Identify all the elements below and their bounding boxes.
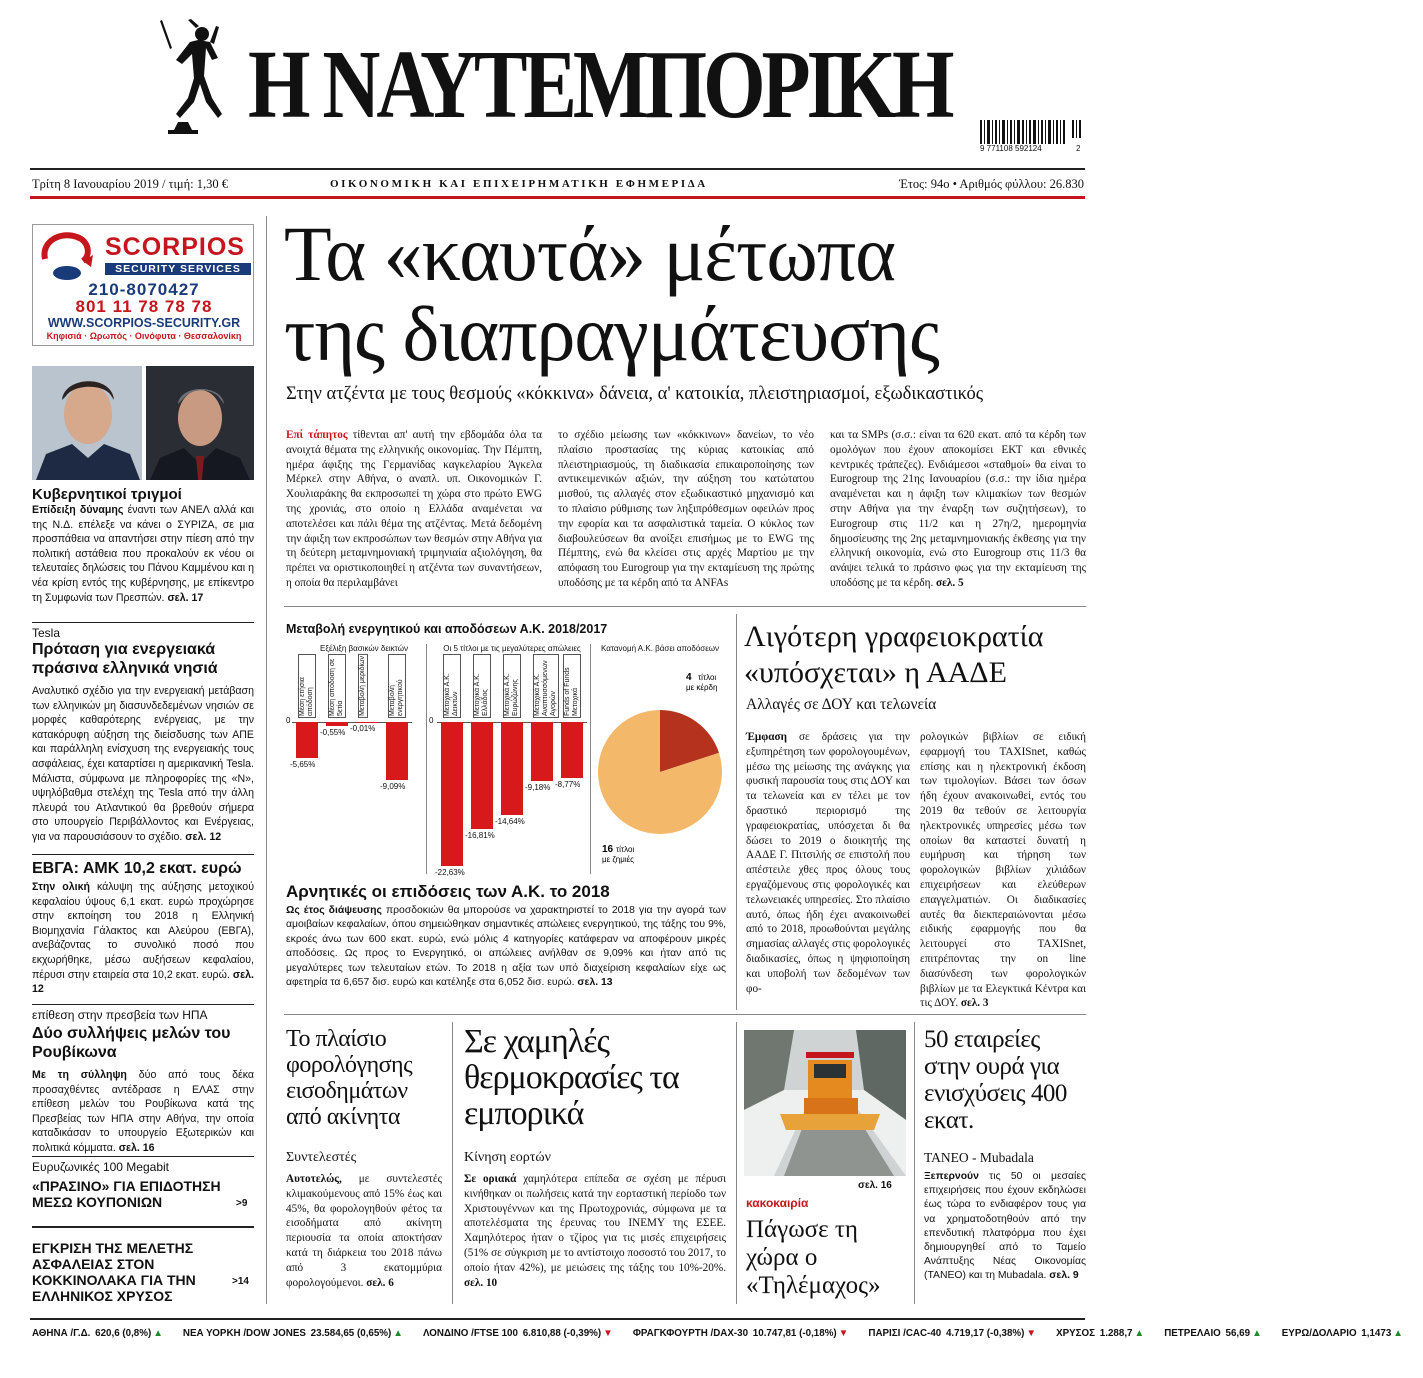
newspaper-title: Η ΝΑΥΤΕΜΠΟΡΙΚΗ bbox=[248, 31, 951, 139]
bar-value-label: -9,09% bbox=[380, 781, 406, 791]
tagline: ΟΙΚΟΝΟΜΙΚΗ ΚΑΙ ΕΠΙΧΕΙΡΗΜΑΤΙΚΗ ΕΦΗΜΕΡΙΔΑ bbox=[330, 178, 708, 190]
bottom-sep-1 bbox=[452, 1022, 453, 1304]
left-divider-3 bbox=[32, 1004, 254, 1005]
ticker-label: ΛΟΝΔΙΝΟ /FTSE 100 bbox=[422, 1328, 521, 1339]
ticker-item bbox=[32, 1328, 173, 1339]
bottom-d-ref[interactable]: σελ. 9 bbox=[1049, 1270, 1079, 1282]
s1-lead: Επίδειξη δύναμης bbox=[32, 504, 124, 516]
hermes-logo bbox=[158, 18, 238, 142]
s2-title: Πρόταση για ενεργειακά πράσινα ελληνικά νησιά bbox=[32, 641, 218, 677]
chart-bar bbox=[561, 722, 583, 778]
politicians-photo bbox=[32, 366, 254, 480]
aade-subtitle: Αλλαγές σε ΔΟΥ και τελωνεία bbox=[746, 696, 937, 713]
market-ticker bbox=[32, 1328, 1403, 1339]
bottom-a-body: με συντελεστές κλιμακούμενους από 15% έως και 45%, θα φορολογηθούν φέτος τα εισοδήματα από ακίνητη περιουσία τα οποία αποκτήσαν κατά τη διάρκεια του 2018 πάνω από 3 εκατομμύρια φορολογούμενοι. bbox=[286, 1173, 442, 1289]
ticker-item bbox=[183, 1328, 413, 1339]
masthead-top-rule bbox=[30, 168, 1085, 170]
ticker-label: ΧΡΥΣΟΣ bbox=[1056, 1328, 1098, 1339]
bar-value-label: -22,63% bbox=[435, 868, 465, 878]
ticker-label: ΦΡΑΓΚΦΟΥΡΤΗ /DAX-30 bbox=[632, 1328, 751, 1339]
aade-title-1: Λιγότερη γραφειοκρατία bbox=[744, 620, 1044, 653]
bottom-b-lead: Σε οριακά bbox=[464, 1173, 517, 1185]
up-arrow-icon: ▲ bbox=[1134, 1328, 1145, 1339]
chart-bar bbox=[356, 722, 378, 723]
panel3-subtitle: Κατανομή Α.Κ. βάσει αποδόσεων bbox=[600, 644, 720, 653]
ticker-label: ΠΕΤΡΕΛΑΙΟ bbox=[1164, 1328, 1224, 1339]
pie-loss-number: 16 bbox=[602, 844, 614, 855]
chart-bar bbox=[386, 722, 408, 780]
chart-bar bbox=[471, 722, 493, 829]
aade-col1 bbox=[746, 730, 910, 996]
s2-text bbox=[32, 684, 254, 845]
zero-label: 0 bbox=[286, 716, 291, 725]
chart-aade-separator bbox=[736, 614, 737, 1010]
panel2-subtitle: Οι 5 τίτλοι με τις μεγαλύτερες απώλειες bbox=[443, 644, 581, 653]
aade-col2-body: ρολογικών βιβλίων σε ειδική εφαρμογή του TAXISnet, καθώς επίσης και η ηλεκτρονική έκδοση των τιμολογίων. Βάσει των όσων ήδη έχουν ανακοινωθεί, εντός του 2019 θα τεθούν σε λειτουργία ηλεκτρονικές υπηρεσίες μέσω των οποίων θα καταστεί δυνατή η ευμήρυση και τήρηση των φορολογικών βιβλίων χιλιάδων επιχειρήσεων και ελεύθερων επαγγελματιών. Οι διαδικασίες αυτές θα διεκπεραιώνονται μέσω ειδικής εφαρμογής που θα λειτουργεί στο TAXISnet, επιτρέποντας την on line διασύνδεση των φορολογικών βιβλίων με τα Ελεγκτικά Κέντρα και τις ΔΟΥ. bbox=[920, 731, 1086, 1010]
left-col-separator bbox=[266, 216, 267, 1304]
s6-ref[interactable]: >14 bbox=[232, 1276, 249, 1287]
masthead-red-rule bbox=[30, 196, 1085, 199]
barcode bbox=[980, 120, 1084, 154]
bottom-b-sub: Κίνηση εορτών bbox=[464, 1150, 551, 1165]
ad-phone1: 210-8070427 bbox=[88, 280, 200, 299]
bar-category-label: Μετοχικά Α.Κ. Δεικτών bbox=[443, 654, 461, 718]
bottom-a-title: Το πλαίσιο φορολόγησης εισοδημάτων από ακίνητα bbox=[286, 1026, 413, 1130]
photo-ref[interactable]: σελ. 16 bbox=[858, 1180, 892, 1191]
chart-bar bbox=[326, 722, 348, 726]
bottom-c-kicker: κακοκαιρία bbox=[746, 1196, 809, 1210]
ticker-item bbox=[1282, 1328, 1413, 1339]
bar-value-label: -14,64% bbox=[495, 817, 525, 827]
s3-body: κάλυψη της αύξησης μετοχικού κεφαλαίου ύψους 6,1 εκατ. ευρώ προχώρησε στην εκποίηση του 2018 η Ελληνική Βιομηχανία Γάλακτος και Αλεύρου (ΕΒΓΑ), ανεβάζοντας το συνολικό ποσό που εκχωρήθηκε, μέσω αυξήσεων κεφαλαίου, πέρυσι στην εταιρεία στα 10,2 εκατ. ευρώ. bbox=[32, 881, 254, 981]
aade-title-2: «υπόσχεται» η ΑΑΔΕ bbox=[744, 656, 1007, 689]
down-arrow-icon: ▼ bbox=[838, 1328, 849, 1339]
ad-areas: Κηφισιά · Ωρωπός · Οινόφυτα · Θεσσαλονίκη bbox=[46, 331, 242, 341]
down-arrow-icon: ▼ bbox=[1026, 1328, 1037, 1339]
bar-category-label: Funds of Funds Μετοχικά bbox=[563, 654, 581, 718]
barcode-number: 9 771108 592124 bbox=[980, 144, 1042, 153]
lead-col3-ref[interactable]: σελ. 5 bbox=[936, 576, 964, 589]
left-divider-1 bbox=[32, 622, 254, 623]
bottom-a-sub: Συντελεστές bbox=[286, 1150, 357, 1165]
bottom-d-body: τις 50 οι μεσαίες επιχειρήσεις που έχουν εκδηλώσει έως τώρα το ενδιαφέρον τους για να χρηματοδοτηθούν από την επενδυτική πλατφόρμα που έχει δημιουργηθεί από το Ταμείο Ανάπτυξης Νέας Οικονομίας (ΤΑΝΕΟ) και τη Mubadala. bbox=[924, 1171, 1086, 1282]
aade-col1-body: σε δράσεις για την εξυπηρέτηση των φορολογουμένων, μέσω της μείωσης της ανάγκης για φυσική παρουσία τους στις ΔΟΥ και τα τελωνεία και εν τέλει με τον δραστικό περιορισμό της γραφειοκρατίας, υπόσχεται δι θα δώσει το 2019 ο διοικητής της ΑΑΔΕ Γ. Πιτσιλής σε επιστολή που απέστειλε χθες προς όλους τους εργαζόμενους στις φορολογικές και τελωνειακές υπηρεσίες. Στο πλαίσιο αυτό, όπως ήδη έχει ανακοινωθεί από το 2018, προωθούνται μεγάλης σημασίας αλλαγές στις φορολογικές διαδικασίες, όπως η ψηφιοποίηση και υποβολή των δεδομένων των φο- bbox=[746, 731, 910, 995]
snowplow-image bbox=[744, 1030, 906, 1176]
aade-ref[interactable]: σελ. 3 bbox=[960, 997, 989, 1010]
bottom-b-body: χαμηλότερα επίπεδα σε σχέση με πέρυσι κινήθηκαν οι πωλήσεις κατά την εορταστική περίοδο των Χριστουγέννων και της Πρωτοχρονιάς, σύμφωνα με τα αποτελέσματα της έρευνας του ΙΝΕΜΥ της ΕΣΕΕ. Χαμηλότερος ήταν ο τζίρος για τις μισές επιχειρήσεις (51% σε σύγκριση με το αντίστοιχο ποσοστό του 2017, το οποίο ήταν 42%), με μειώσεις της τάξης του 10%-20%. bbox=[464, 1173, 726, 1274]
ticker-label: ΑΘΗΝΑ /Γ.Δ. bbox=[32, 1328, 94, 1339]
chart-story-text bbox=[286, 904, 726, 990]
up-arrow-icon: ▲ bbox=[1393, 1328, 1403, 1339]
bar-value-label: -0,55% bbox=[320, 727, 346, 737]
bar-category-label: Μεταβολή μεριδίων bbox=[359, 656, 366, 716]
s6-title: ΕΓΚΡΙΣΗ ΤΗΣ ΜΕΛΕΤΗΣ ΑΣΦΑΛΕΙΑΣ ΣΤΟΝ ΚΟΚΚΙΝΟΛΑΚΑ ΓΙΑ ΤΗΝ ΕΛΛΗΝΙΚΟΣ ΧΡΥΣΟΣ bbox=[32, 1240, 196, 1304]
date-price: Τρίτη 8 Ιανουαρίου 2019 / τιμή: 1,30 € bbox=[32, 177, 229, 191]
lead-col2 bbox=[558, 428, 814, 591]
ticker-value: 620,6 (0,8%) bbox=[95, 1328, 152, 1339]
ad-brand: SCORPIOS bbox=[105, 233, 245, 261]
middle-bottom-rule bbox=[284, 1014, 1086, 1015]
bar-category-label: Μετοχικά Α.Κ. Ευρώζώνης bbox=[503, 654, 521, 718]
bottom-b-title: Σε χαμηλές θερμοκρασίες τα εμπορικά bbox=[464, 1023, 679, 1132]
s3-ref[interactable]: σελ. 12 bbox=[32, 968, 254, 996]
bottom-sep-2 bbox=[736, 1022, 737, 1304]
up-arrow-icon: ▲ bbox=[393, 1328, 403, 1339]
bar-value-label: -9,18% bbox=[525, 782, 551, 792]
lead-col1-lead: Επί τάπητος bbox=[286, 429, 348, 441]
bar-value-label: -16,81% bbox=[465, 831, 495, 841]
ticker-item bbox=[633, 1328, 859, 1339]
left-divider-5 bbox=[32, 1226, 254, 1228]
ticker-top-rule bbox=[30, 1318, 1085, 1320]
ticker-item bbox=[423, 1328, 623, 1339]
zero-label: 0 bbox=[429, 716, 434, 725]
s2-ref[interactable]: σελ. 12 bbox=[185, 830, 222, 843]
s4-text bbox=[32, 1068, 254, 1156]
chart-title: Μεταβολή ενεργητικού και αποδόσεων Α.Κ. 2018/2017 bbox=[286, 622, 608, 636]
ticker-value: 6.810,88 (-0,39%) bbox=[522, 1328, 602, 1339]
lead-col3-body: και τα SMPs (σ.σ.: είναι τα 620 εκατ. από τα κέρδη των ομολόγων που έχουν αποκομίσει ΕΚΤ και εθνικές κεντρικές τράπεζες). Ενδιάμεσοι «σταθμοί» θα είναι το Eurogroup της 21ης Ιανουαρίου (σ.σ.: την ίδια ημέρα αναμένεται και η άφιξη των κλιμακίων των θεσμών στην Αθήνα για την έναρξη των συζητήσεων), το Eurogroup στις 11/2 και η 27η/2, ημερομηνία δημοσίευσης της 2ης μεταμνημονιακής έκθεσης για την ελληνική οικονομία, ενώ στο Eurogroup στις 11/3 θα ανάψει τελικά το πράσινο φως για την εκταμίευση της υποδόσης με τα κέρδη. bbox=[830, 429, 1086, 589]
chart-block bbox=[284, 614, 728, 882]
chart-story-lead: Ως έτος διάψευσης bbox=[286, 905, 382, 916]
ticker-item bbox=[868, 1328, 1046, 1339]
bottom-b-ref[interactable]: σελ. 10 bbox=[464, 1276, 498, 1289]
aade-col2 bbox=[920, 730, 1086, 1011]
s1-text bbox=[32, 503, 254, 605]
s2-body: Αναλυτικό σχέδιο για την ενεργειακή μετάβαση των ελληνικών μη διασυνδεδεμένων νησιών σε μορφές καθαρότερης ενέργειας, με την κατακόρυφη αύξηση της διείσδυσης των ΑΠΕ και παράλληλη ενίσχυση της ενεργειακής τους ασφάλειας, έχει καταρτίσει η αμερικανική Tesla. Μάλιστα, σύμφωνα με πληροφορίες της «Ν», υψηλόβαθμα στελέχη της Tesla από την άλλη πλευρά του Ατλαντικού θα βρεθούν σήμερα στο υπουργείο Περιβάλλοντος και Ενέργειας, για να παρουσιάσουν το σχέδιο. bbox=[32, 685, 254, 843]
s4-title: Δύο συλλήψεις μελών του Ρουβίκωνα bbox=[32, 1025, 231, 1061]
bottom-a-ref[interactable]: σελ. 6 bbox=[366, 1276, 394, 1289]
ticker-value: 56,69 bbox=[1225, 1328, 1251, 1339]
chart-bar bbox=[531, 722, 553, 781]
s4-kicker: επίθεση στην πρεσβεία των ΗΠΑ bbox=[32, 1008, 208, 1022]
bottom-d-text bbox=[924, 1170, 1086, 1284]
ticker-value: 4.719,17 (-0,38%) bbox=[945, 1328, 1025, 1339]
bottom-a-lead: Αυτοτελώς, bbox=[286, 1173, 342, 1185]
lead-col2-body: το σχέδιο μείωσης των «κόκκινων» δανείων, το νέο πλαίσιο προστασίας της κύριας κατοικίας από πλειστηριασμούς, τη διαδικασία επικαιροποίησης των αντικειμενικών αξιών, την αύξηση του κατώτατου μισθού, τις αλλαγές στον εξωδικαστικό μηχανισμό και το πλαίσιο ρύθμισης των ληξιπρόθεσμων οφειλών προς την εφορία και τα ασφαλιστικά ταμεία. Ο κύκλος των διαβουλεύσεων θα ανοίξει επισήμως με το EWG της Πέμπτης, ενώ θα κλείσει στις αρχές Μαρτίου με την απόφαση του Eurogroup για την εκταμίευση της πρώτης υποδόσης με τα κέρδη από τα ANFAs bbox=[558, 429, 814, 589]
lead-col3 bbox=[830, 428, 1086, 591]
masthead bbox=[0, 0, 1141, 205]
lead-col1-body: τίθενται απ' αυτή την εβδομάδα όλα τα ανοιχτά θέματα της ελληνικής οικονομίας. Την Πέμπτη, ημέρα άφιξης της Γερμανίδας καγκελαρίου Άγκελα Μέρκελ στην Αθήνα, ο αναπλ. υπ. Οικονομικών Γ. Χουλιαράκης θα εκπροσωπεί τη χώρα στο πρώτο EWG της χρονιάς, στο οποίο η Ελλάδα αναμένεται να αποτελέσει και πάλι θέμα της ατζέντας. Μετά δεδομένη την άφιξη των εκπροσώπων των θεσμών στην Αθήνα για τη δεύτερη μεταμνημονιακή τριμηνιαία αξιολόγηση, θα πρέπει να οριστικοποιηθεί η ατζέντα των συναντήσεων, η οποία θα περιλαμβάνει bbox=[286, 429, 542, 589]
barcode-icon bbox=[980, 120, 1084, 144]
s1-body: έναντι των ΑΝΕΛ αλλά και της Ν.Δ. επέλεξε να κάνει ο ΣΥΡΙΖΑ, σε μια προσπάθεια να απαντήσει στην πίεση από την πολιτική αστάθεια που προκαλούν εκ νέου οι τελευταίες δηλώσεις του Πάνου Καμμένου και η νέα κρίση εντός της κυβέρνησης, με επίκεντρο τη Συμφωνία των Πρεσπών. bbox=[32, 504, 254, 604]
s4-ref[interactable]: σελ. 16 bbox=[118, 1141, 155, 1154]
bottom-a-text bbox=[286, 1172, 442, 1290]
bar-value-label: -8,77% bbox=[555, 779, 581, 789]
bottom-d-sub: ΤΑΝΕΟ - Mubadala bbox=[924, 1150, 1034, 1165]
bottom-c-title: Πάγωσε τη χώρα ο «Τηλέμαχος» bbox=[746, 1216, 881, 1299]
s4-body: δύο από τους δέκα προσαχθέντες αντέδρασε η ΕΛΑΣ στην επίθεση μελών του Ρουβίκωνα κατά της Πρεσβείας των ΗΠΑ στην Αθήνα, την οποία καταδικάσαν το υπουργείο Εξωτερικών και πολιτικά κόμματα. bbox=[32, 1069, 255, 1154]
bottom-sep-3 bbox=[914, 1022, 915, 1304]
lead-headline-1: Τα «καυτά» μέτωπα bbox=[284, 210, 895, 297]
chart-story-title: Αρνητικές οι επιδόσεις των Α.Κ. το 2018 bbox=[286, 882, 610, 901]
bottom-b-text bbox=[464, 1172, 726, 1290]
ticker-value: 23.584,65 (0,65%) bbox=[310, 1328, 392, 1339]
bar-category-label: Μέση ετήσια απόδοση bbox=[298, 654, 316, 718]
chart-bar bbox=[441, 722, 463, 866]
aade-lead: Έμφαση bbox=[746, 731, 787, 743]
s1-ref[interactable]: σελ. 17 bbox=[167, 591, 204, 604]
panel1-bars bbox=[284, 614, 426, 882]
pie-gain-number: 4 bbox=[686, 672, 692, 683]
pie-chart bbox=[594, 674, 728, 864]
left-divider-2 bbox=[32, 854, 254, 855]
up-arrow-icon: ▲ bbox=[153, 1328, 163, 1339]
panel1-subtitle: Εξέλιξη βασικών δεικτών bbox=[320, 644, 408, 653]
panel-divider-2 bbox=[590, 644, 591, 874]
s2-kicker: Tesla bbox=[32, 626, 61, 640]
bar-category-label: Μετοχικά Α.Κ. Αναπτυσσόμενων Αγορών bbox=[533, 654, 559, 718]
pie-loss-label: τίτλοι bbox=[616, 845, 635, 854]
pie-gain-label: τίτλοι bbox=[698, 673, 717, 682]
lead-bottom-rule bbox=[284, 606, 1086, 607]
chart-bar bbox=[296, 722, 318, 758]
ad-sub: SECURITY SERVICES bbox=[105, 263, 251, 275]
up-arrow-icon: ▲ bbox=[1252, 1328, 1262, 1339]
pie-gain-label: με κέρδη bbox=[686, 683, 718, 692]
lead-headline-2: της διαπραγμάτευσης bbox=[284, 290, 939, 377]
s5-title: «ΠΡΑΣΙΝΟ» ΓΙΑ ΕΠΙΔΟΤΗΣΗ ΜΕΣΩ ΚΟΥΠΟΝΙΩΝ bbox=[32, 1178, 221, 1210]
scorpion-icon bbox=[37, 229, 107, 285]
bar-category-label: Μετοχικά Α.Κ. Ελλάδος bbox=[473, 654, 491, 718]
panel2-bars bbox=[427, 614, 589, 882]
lead-col1 bbox=[286, 428, 542, 591]
s3-title: ΕΒΓΑ: ΑΜΚ 10,2 εκατ. ευρώ bbox=[32, 860, 242, 877]
ticker-label: ΕΥΡΩ/ΔΟΛΑΡΙΟ bbox=[1281, 1328, 1360, 1339]
bar-value-label: -5,65% bbox=[290, 760, 316, 770]
chart-story-ref[interactable]: σελ. 13 bbox=[577, 977, 613, 989]
s1-title: Κυβερνητικοί τριγμοί bbox=[32, 486, 182, 503]
s4-lead: Με τη σύλληψη bbox=[32, 1069, 127, 1081]
s5-ref[interactable]: >9 bbox=[236, 1198, 248, 1209]
bottom-d-title: 50 εταιρείες στην ουρά για ενισχύσεις 400 εκατ. bbox=[924, 1026, 1067, 1134]
ticker-item bbox=[1056, 1328, 1154, 1339]
bar-category-label: Μεταβολή ενεργητικού bbox=[388, 654, 406, 718]
s3-text bbox=[32, 880, 254, 997]
ticker-value: 10.747,81 (-0,18%) bbox=[752, 1328, 837, 1339]
ad-url: WWW.SCORPIOS-SECURITY.GR bbox=[47, 316, 241, 330]
ticker-value: 1,1473 bbox=[1361, 1328, 1392, 1339]
bar-value-label: -0,01% bbox=[350, 724, 376, 734]
ad-phone2: 801 11 78 78 78 bbox=[75, 297, 213, 316]
barcode-suffix: 2 bbox=[1076, 144, 1081, 153]
chart-bar bbox=[501, 722, 523, 815]
down-arrow-icon: ▼ bbox=[603, 1328, 613, 1339]
portraits-image bbox=[32, 366, 254, 480]
scorpios-ad[interactable] bbox=[32, 224, 254, 346]
pie-loss-label: με ζημιές bbox=[602, 855, 635, 864]
ticker-value: 1.288,7 bbox=[1099, 1328, 1133, 1339]
bottom-d-lead: Ξεπερνούν bbox=[924, 1171, 979, 1182]
s5-kicker: Ευρυζωνικές 100 Megabit bbox=[32, 1160, 169, 1174]
s3-lead: Στην ολική bbox=[32, 881, 90, 893]
snowplow-photo bbox=[744, 1030, 906, 1176]
issue-number: Έτος: 94ο • Αριθμός φύλλου: 26.830 bbox=[899, 177, 1084, 191]
chart-story-body: προσδοκιών θα μπορούσε να χαρακτηριστεί το 2018 για την αγορά των αμοιβαίων κεφαλαίων, όπου σημειώθηκαν σημαντικές απώλειες ενεργητικού, της τάξης του 9%, εκροές άνω των 600 εκατ. ευρώ, ενώ μόλις 4 κατηγορίες κατάφεραν να αποφέρουν μικρές αποδόσεις. Ως προς το Ενεργητικό, οι απώλειες ανήλθαν σε 9,09% και ήταν από τις μεγαλύτερες των τελευταίων ετών. Το 2018 η αξία των υπό διαχείριση κεφαλαίων είχε ως αφετηρία τα 6,657 δισ. ευρώ και κατέληξε στα 6,052 δισ. ευρώ. bbox=[286, 905, 726, 989]
left-divider-4 bbox=[32, 1156, 254, 1157]
ticker-label: ΠΑΡΙΣΙ /CAC-40 bbox=[868, 1328, 944, 1339]
ticker-item bbox=[1164, 1328, 1272, 1339]
ticker-label: ΝΕΑ ΥΟΡΚΗ /DOW JONES bbox=[182, 1328, 309, 1339]
bar-category-label: Μέση απόδοση σε 5ετία bbox=[328, 654, 346, 718]
lead-subhead: Στην ατζέντα με τους θεσμούς «κόκκινα» δάνεια, α' κατοικία, πλειστηριασμοί, εξωδικαστικός bbox=[286, 384, 984, 404]
